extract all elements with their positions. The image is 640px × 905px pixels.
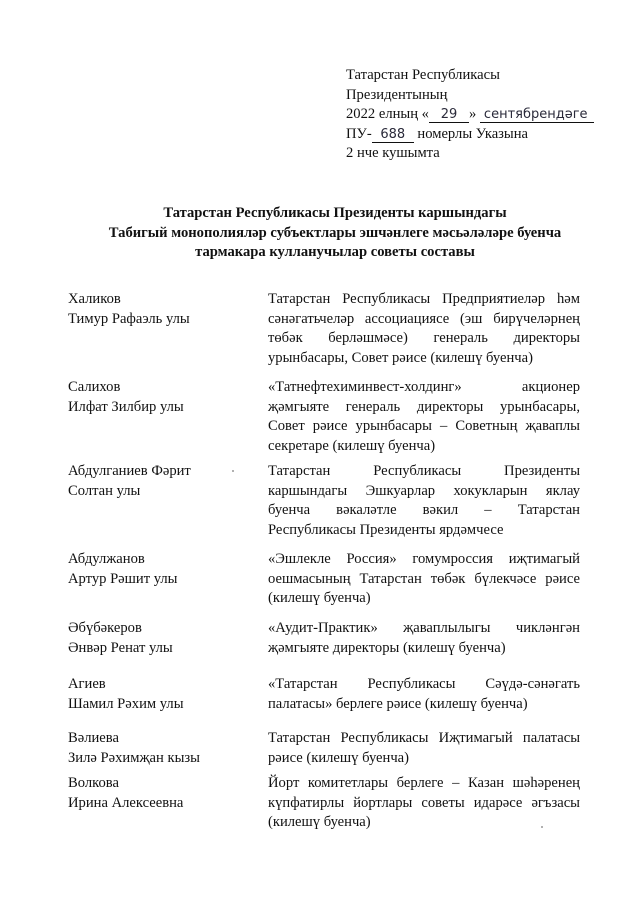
member-given-name: Шамил Рәхим улы [68, 695, 184, 712]
title-line-2: Табигый монополияләр субъектлары эшчәнлеге мәсьәләләре буенча [108, 224, 562, 241]
member-role [268, 729, 580, 768]
date-day-handwritten: 29 [440, 107, 458, 122]
decree-number-handwritten: 688 [380, 126, 406, 142]
date-month-field [480, 107, 594, 123]
role-line: «Аудит-Практик» җаваплылыгы чикләнгән [268, 620, 580, 636]
header-decree-line [346, 125, 636, 145]
title-line-3: тармакара кулланучылар советы составы [195, 244, 475, 260]
role-line: җәмгыяте генераль директоры урынбасары, [268, 398, 580, 415]
member-role [268, 378, 580, 456]
header-line-2: Президентының [346, 86, 448, 103]
scan-speck [232, 470, 234, 472]
role-line: төбәк берләшмәсе) генераль директоры [268, 330, 580, 346]
role-line: Республикасы Президенты ярдәмчесе [268, 521, 504, 538]
member-role [268, 290, 580, 368]
role-line: җәмгыяте директоры (килешү буенча) [268, 639, 506, 656]
decree-suffix: номерлы Указына [417, 125, 529, 142]
member-given-name: Зилә Рәхимҗан кызы [68, 749, 200, 766]
role-line: каршындагы Эшкуарлар хокукларын яклау [268, 482, 580, 499]
document-title [60, 204, 610, 263]
member-given-name: Ирина Алексеевна [68, 794, 184, 811]
member-name [68, 774, 258, 813]
member-surname: Салихов [68, 379, 121, 395]
member-surname: Абдулжанов [68, 551, 145, 567]
member-surname: Әбүбәкеров [68, 620, 142, 636]
role-line: Совет рәисе урынбасары – Советның җаваплы [268, 418, 580, 434]
member-surname: Абдулганиев Фәрит [68, 463, 191, 479]
member-given-name: Тимур Рафаэль улы [68, 310, 190, 327]
role-line: Татарстан Республикасы Иҗтимагый палатасы [268, 730, 580, 746]
member-given-name: Артур Рәшит улы [68, 570, 178, 587]
member-name [68, 729, 258, 768]
date-day-field [429, 107, 469, 123]
role-line: «Татнефтехиминвест-холдинг» акционер [268, 379, 580, 395]
member-name [68, 462, 258, 501]
role-line: рәисе (килешү буенча) [268, 749, 410, 766]
date-mid: » [468, 106, 477, 122]
header-appendix-line: 2 нче кушымта [346, 145, 440, 161]
member-name [68, 378, 258, 417]
role-line: «Татарстан Республикасы Сәүдә-сәнәгать [268, 676, 580, 692]
member-given-name: Илфат Зилбир улы [68, 398, 184, 415]
role-line: Татарстан Республикасы Предприятиеләр һәм [268, 291, 580, 307]
role-line: Йорт комитетлары берлеге – Казан шәһәренең [268, 775, 580, 791]
decree-number-field [372, 127, 414, 143]
header-line-1: Татарстан Республикасы [346, 67, 500, 83]
member-name [68, 619, 258, 658]
member-surname: Волкова [68, 775, 119, 791]
role-line: сәнәгатьчеләр ассоциациясе (эш бирүчеләрнең [268, 310, 580, 327]
member-role [268, 550, 580, 609]
date-month-handwritten: сентябрендәге [483, 107, 588, 122]
title-line-1: Татарстан Республикасы Президенты каршындагы [163, 205, 507, 221]
scan-speck [541, 826, 543, 828]
member-name [68, 290, 258, 329]
member-given-name: Солтан улы [68, 482, 141, 499]
member-name [68, 675, 258, 714]
role-line: секретаре (килешү буенча) [268, 437, 436, 454]
role-line: урынбасары, Совет рәисе (килешү буенча) [268, 349, 533, 366]
member-role [268, 619, 580, 658]
role-line: оешмасының Татарстан төбәк бүлекчәсе рәисе [268, 570, 580, 587]
member-role [268, 462, 580, 540]
role-line: Татарстан Республикасы Президенты [268, 463, 580, 479]
role-line: күпфатирлы йортлары советы идарәсе әгъзасы [268, 794, 580, 811]
member-given-name: Әнвәр Ренат улы [68, 639, 173, 656]
member-surname: Вәлиева [68, 730, 119, 746]
role-line: буенча вәкаләтле вәкил – Татарстан [268, 502, 580, 518]
role-line: (килешү буенча) [268, 590, 371, 606]
header-date-line [346, 105, 636, 125]
role-line: «Эшлекле Россия» гомумроссия иҗтимагый [268, 551, 580, 567]
member-role [268, 675, 580, 714]
role-line: (килешү буенча) [268, 814, 371, 830]
member-surname: Агиев [68, 676, 106, 692]
date-prefix: 2022 елның « [346, 106, 429, 122]
role-line: палатасы» берлеге рәисе (килешү буенча) [268, 695, 528, 712]
decree-prefix: ПУ- [346, 125, 372, 142]
member-name [68, 550, 258, 589]
member-role [268, 774, 580, 833]
appendix-header [346, 66, 636, 164]
member-surname: Халиков [68, 291, 121, 307]
